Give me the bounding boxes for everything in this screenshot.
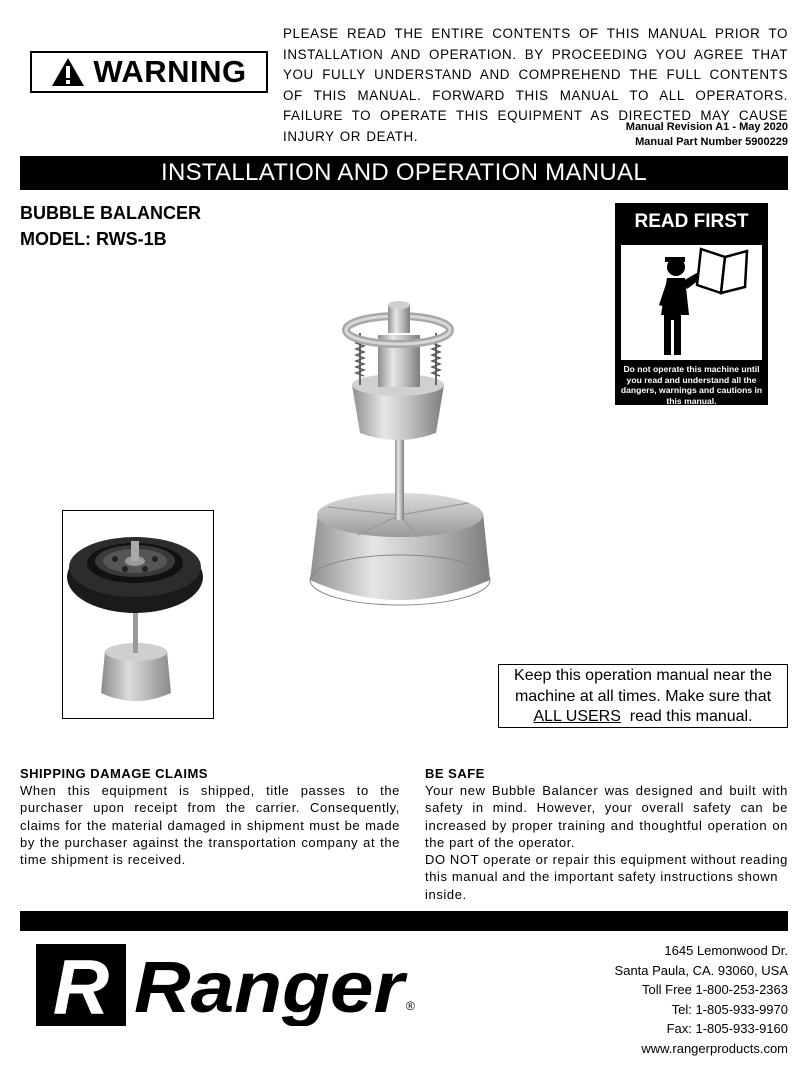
keep-manual-notice	[498, 664, 788, 728]
telephone: Tel: 1-805-933-9970	[671, 1001, 788, 1017]
read-first-sign	[615, 203, 768, 405]
be-safe-body	[425, 782, 788, 903]
keep-manual-text: Keep this operation manual near the machine at all times. Make sure that	[514, 667, 772, 705]
product-heading	[20, 200, 201, 252]
product-model: MODEL: RWS-1B	[20, 229, 167, 249]
logo-wordmark: Ranger	[134, 948, 409, 1026]
manual-revision: Manual Revision A1 - May 2020	[625, 121, 788, 133]
be-safe-paragraph-2: DO NOT operate or repair this equipment without reading this manual and the important safety instructions shown inside.	[425, 852, 788, 902]
be-safe-heading: BE SAFE	[425, 766, 485, 781]
toll-free-phone: Toll Free 1-800-253-2363	[642, 982, 788, 997]
warning-paragraph: PLEASE READ THE ENTIRE CONTENTS OF THIS MANUAL PRIOR TO INSTALLATION AND OPERATION. BY PROCEEDING YOU AGREE THAT YOU FULLY UNDERSTAND AND COMPREHEND THE FULL CONTENTS OF THIS MANUAL. FORWARD THIS MANUAL TO ALL OPERATORS. FAILURE TO OPERATE THIS EQUIPMENT AS DIRECTED MAY CAUSE INJURY OR DEATH.	[283, 26, 788, 144]
address-street: 1645 Lemonwood Dr.	[664, 943, 788, 958]
revision-info	[626, 120, 788, 149]
tire-photo	[62, 510, 214, 719]
ranger-logo	[36, 944, 426, 1026]
website: www.rangerproducts.com	[641, 1040, 788, 1056]
be-safe-paragraph-1: Your new Bubble Balancer was designed and built with safety in mind. However, your overall safety can be increased by proper training and thoughtful operation on the part of the operator.	[425, 783, 788, 850]
reading-person-icon	[621, 245, 762, 360]
address-city: Santa Paula, CA. 93060, USA	[614, 962, 788, 978]
warning-label	[30, 51, 268, 93]
read-first-panel	[621, 245, 762, 360]
shipping-heading: SHIPPING DAMAGE CLAIMS	[20, 766, 208, 781]
logo-letter: R	[52, 944, 110, 1026]
keep-manual-text-end: read this manual.	[629, 708, 753, 725]
read-first-title: READ FIRST	[634, 211, 749, 232]
registered-mark: ®	[406, 999, 415, 1013]
read-first-caption: Do not operate this machine until you read and understand all the dangers, warnings and cautions in this manual.	[620, 364, 763, 406]
footer-bar	[20, 911, 788, 931]
manual-part-number: Manual Part Number 5900229	[635, 135, 788, 148]
company-address	[615, 941, 788, 1058]
fax: Fax: 1-805-933-9160	[666, 1021, 788, 1036]
warning-triangle-icon	[51, 57, 85, 87]
all-users-emphasis: ALL USERS	[533, 708, 621, 725]
product-name: BUBBLE BALANCER	[20, 203, 201, 223]
warning-text: WARNING	[93, 54, 247, 89]
page-title: INSTALLATION AND OPERATION MANUAL	[161, 159, 647, 186]
shipping-body: When this equipment is shipped, title passes to the purchaser upon receipt from the carrier. Consequently, claims for the material damaged in shipment must be made by the purchaser against the transportation company at the time shipment is received.	[20, 783, 400, 868]
title-bar	[20, 156, 788, 190]
balancer-photo	[268, 275, 528, 655]
